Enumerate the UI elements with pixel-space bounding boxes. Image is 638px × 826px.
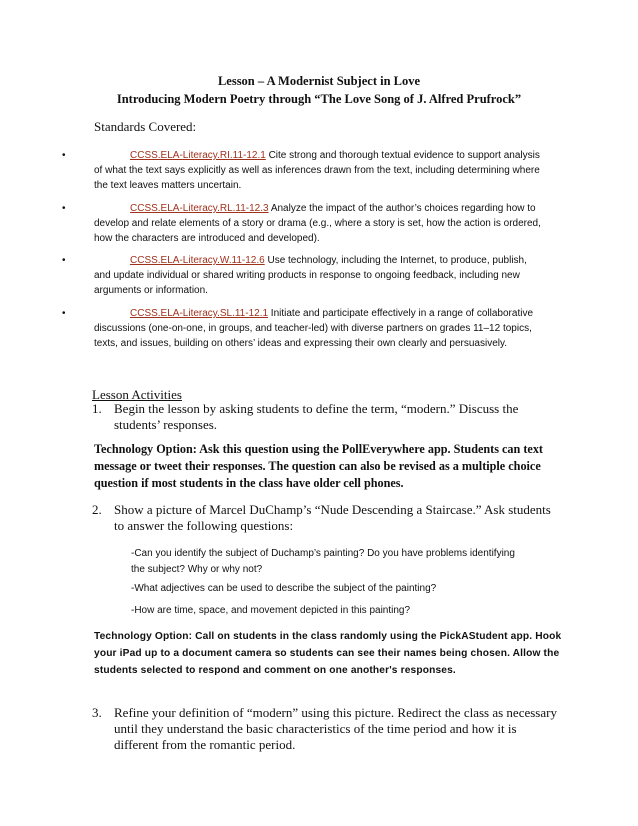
standard-description: Cite strong and thorough textual evidence to support analysis of what the text says explicitly as well as inferences drawn from the text, including determining where the text leaves matters uncertain. bbox=[94, 150, 540, 191]
step-text: Refine your definition of “modern” using this picture. Redirect the class as necessary until they understand the basic characteristics of the time period and how it is different from the romantic period. bbox=[114, 705, 557, 752]
step-number: 1. bbox=[92, 401, 102, 416]
standard-code-link[interactable]: CCSS.ELA-Literacy.SL.11-12.1 bbox=[130, 308, 269, 319]
activities-heading: Lesson Activities bbox=[92, 387, 182, 402]
standard-item bbox=[62, 201, 544, 246]
activity-step-1 bbox=[92, 401, 562, 433]
standard-item bbox=[62, 148, 544, 193]
bullet-icon: • bbox=[62, 255, 66, 266]
standard-code-link[interactable]: CCSS.ELA-Literacy.W.11-12.6 bbox=[130, 255, 265, 266]
standard-code-link[interactable]: CCSS.ELA-Literacy.RL.11-12.3 bbox=[130, 203, 269, 214]
lesson-title: Lesson – A Modernist Subject in Love bbox=[217, 74, 421, 88]
standard-code-link[interactable]: CCSS.ELA-Literacy.RI.11-12.1 bbox=[130, 150, 266, 161]
standard-item bbox=[62, 306, 544, 351]
step-number: 2. bbox=[92, 502, 102, 517]
technology-option-2: Technology Option: Call on students in the class randomly using the PickAStudent app. Hook your iPad up to a document camera so students can see their names being chosen. Allow the students selected to respond and comment on one another's responses. bbox=[94, 631, 562, 676]
lesson-subtitle: Introducing Modern Poetry through “The Love Song of J. Alfred Prufrock” bbox=[116, 92, 522, 106]
bullet-icon: • bbox=[62, 308, 66, 319]
technology-option-1: Technology Option: Ask this question using the PollEverywhere app. Students can text message or tweet their responses. The question can also be revised as a multiple choice question if most students in the class have older cell phones. bbox=[94, 442, 543, 490]
step-number: 3. bbox=[92, 705, 102, 720]
standards-heading: Standards Covered: bbox=[94, 119, 197, 134]
bullet-icon: • bbox=[62, 203, 66, 214]
discussion-question: -Can you identify the subject of Duchamp’s painting? Do you have problems identifying the subject? Why or why not? bbox=[131, 548, 515, 575]
bullet-icon: • bbox=[62, 150, 66, 161]
activity-step-2 bbox=[92, 502, 562, 534]
standard-description: Use technology, including the Internet, to produce, publish, and update individual or shared writing products in response to ongoing feedback, including new arguments or information. bbox=[94, 255, 527, 296]
discussion-question: -How are time, space, and movement depicted in this painting? bbox=[131, 605, 411, 616]
standard-description: Initiate and participate effectively in a range of collaborative discussions (one-on-one, in groups, and teacher-led) with diverse partners on grades 11–12 topics, texts, and issues, building on others’ ideas and expressing their own clearly and persuasively. bbox=[94, 308, 534, 349]
step-text: Show a picture of Marcel DuChamp’s “Nude Descending a Staircase.” Ask students to answer the following questions: bbox=[114, 502, 551, 533]
step-text: Begin the lesson by asking students to define the term, “modern.” Discuss the students’ responses. bbox=[114, 401, 519, 432]
activity-step-3 bbox=[92, 705, 562, 753]
standard-item bbox=[62, 253, 544, 298]
standard-description: Analyze the impact of the author’s choices regarding how to develop and relate elements of a story or drama (e.g., where a story is set, how the action is ordered, how the characters are introduced and developed). bbox=[94, 203, 541, 244]
discussion-question: -What adjectives can be used to describe the subject of the painting? bbox=[131, 583, 437, 594]
